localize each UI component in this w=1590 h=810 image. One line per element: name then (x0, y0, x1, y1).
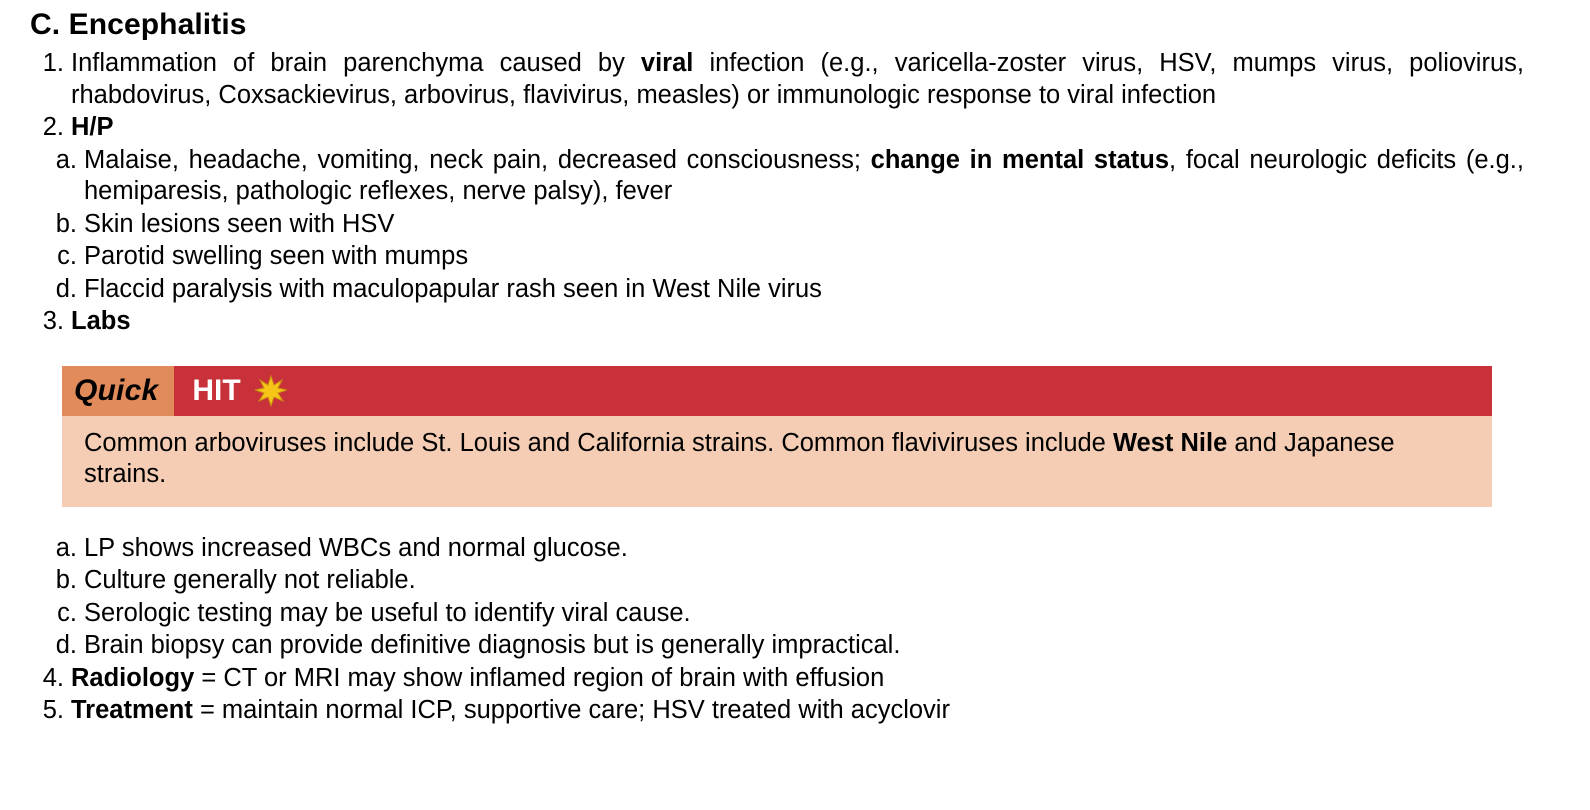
list-item-text: Labs (71, 307, 131, 335)
list-item-text: Skin lesions seen with HSV (84, 209, 395, 238)
list-item-text: Flaccid paralysis with maculopapular rash seen in West Nile virus (84, 274, 822, 303)
list-marker: d. (55, 274, 77, 303)
list-item (0, 630, 1590, 662)
page-title: C. Encephalitis (30, 8, 247, 41)
list-marker: 3. (42, 307, 64, 335)
list-marker: b. (55, 566, 77, 594)
outline-list-top (0, 48, 1590, 338)
sub-list-hp (0, 145, 1590, 306)
list-item-text: LP shows increased WBCs and normal glucose. (84, 533, 628, 562)
list-item (0, 112, 1590, 144)
list-item-text: Culture generally not reliable. (84, 566, 416, 594)
list-item (0, 663, 1590, 695)
list-marker: d. (55, 631, 77, 659)
quick-hit-callout (62, 366, 1492, 507)
list-marker: 4. (42, 663, 64, 692)
list-marker: b. (55, 209, 77, 238)
list-item-text: Inflammation of brain parenchyma caused by viral infection (e.g., varicella-zoster virus, HSV, mumps virus, poliovirus, rhabdovirus, Coxsackievirus, arbovirus, flavivirus, measles) or immunologic response to viral infection (71, 49, 1524, 109)
outline-list-bottom (0, 533, 1590, 727)
list-item-text: H/P (71, 113, 114, 141)
list-marker: c. (57, 598, 77, 627)
list-marker: c. (57, 242, 77, 270)
list-item (0, 145, 1590, 208)
list-item-text: Treatment = maintain normal ICP, supportive care; HSV treated with acyclovir (71, 696, 950, 724)
list-item (0, 209, 1590, 241)
list-marker: 2. (42, 113, 64, 141)
document-page (0, 8, 1590, 810)
list-marker: 1. (42, 49, 64, 77)
list-marker: a. (55, 145, 77, 174)
star-burst-icon (255, 366, 287, 416)
sub-list-labs (0, 533, 1590, 662)
list-item (0, 48, 1590, 111)
quick-hit-label-hit: HIT (192, 373, 241, 407)
list-item-text: Brain biopsy can provide definitive diagnosis but is generally impractical. (84, 631, 901, 659)
list-marker: a. (55, 533, 77, 562)
list-item (0, 695, 1590, 727)
list-item-text: Radiology = CT or MRI may show inflamed region of brain with effusion (71, 663, 885, 692)
list-item (0, 598, 1590, 630)
list-item-text: Malaise, headache, vomiting, neck pain, decreased consciousness; change in mental status, focal neurologic deficits (e.g., hemiparesis, pathologic reflexes, nerve palsy), fever (84, 145, 1524, 205)
quick-hit-header (62, 366, 1492, 416)
list-item (0, 241, 1590, 273)
list-item (0, 565, 1590, 597)
list-item (0, 306, 1590, 338)
list-item (0, 533, 1590, 565)
list-item (0, 274, 1590, 306)
list-marker: 5. (42, 696, 64, 724)
quick-hit-label-quick: Quick (62, 366, 174, 416)
quick-hit-body: Common arboviruses include St. Louis and California strains. Common flaviviruses include West Nile and Japanese strains. (84, 428, 1395, 488)
list-item-text: Parotid swelling seen with mumps (84, 242, 469, 270)
list-item-text: Serologic testing may be useful to identify viral cause. (84, 598, 691, 627)
